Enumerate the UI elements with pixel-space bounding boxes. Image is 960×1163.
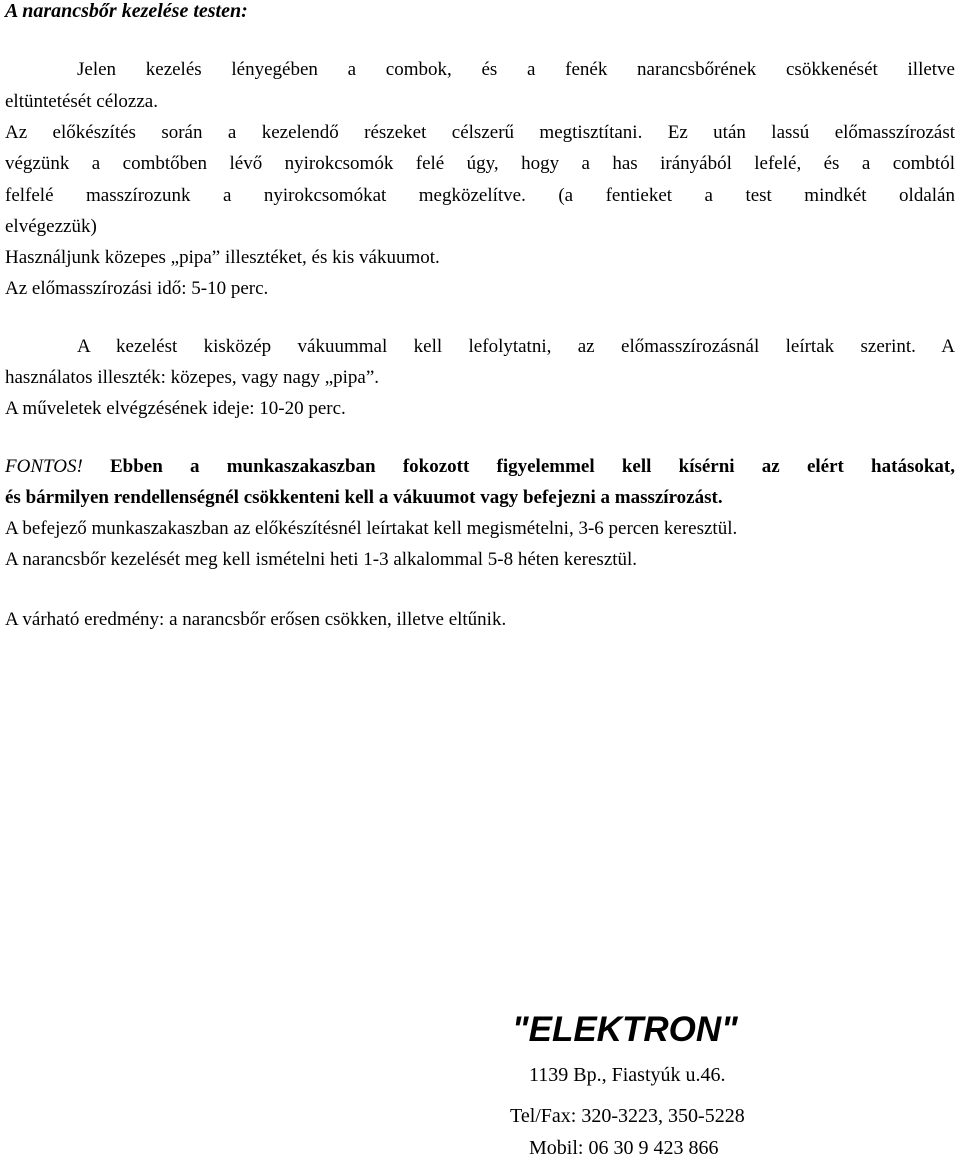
para1-line5: felfelé masszírozunk a nyirokcsomókat megközelítve. (a fentieket a test mindkét oldalán xyxy=(5,185,955,206)
para1-line3: Az előkészítés során a kezelendő részeket célszerű megtisztítani. Ez után lassú előmasszírozást xyxy=(5,122,955,143)
para1-line1: Jelen kezelés lényegében a combok, és a fenék narancsbőrének csökkenését illetve xyxy=(77,59,955,80)
company-telfax: Tel/Fax: 320-3223, 350-5228 xyxy=(510,1105,745,1127)
para1-line8: Az előmasszírozási idő: 5-10 perc. xyxy=(5,278,269,299)
company-address: 1139 Bp., Fiastyúk u.46. xyxy=(529,1064,726,1086)
para3-line3: A befejező munkaszakaszban az előkészítésnél leírtakat kell megismételni, 3-6 percen keresztül. xyxy=(5,518,738,539)
expected-result: A várható eredmény: a narancsbőr erősen csökken, illetve eltűnik. xyxy=(5,609,507,630)
warning-text-2: és bármilyen rendellenségnél csökkenteni kell a vákuumot vagy befejezni a masszírozást. xyxy=(5,487,723,508)
para2-line1: A kezelést kisközép vákuummal kell lefolytatni, az előmasszírozásnál leírtak szerint. A xyxy=(77,336,955,357)
para3-line4: A narancsbőr kezelését meg kell ismételni heti 1-3 alkalommal 5-8 héten keresztül. xyxy=(5,549,638,570)
company-mobile: Mobil: 06 30 9 423 866 xyxy=(529,1137,719,1159)
company-name: "ELEKTRON" xyxy=(512,1010,738,1049)
page-title: A narancsbőr kezelése testen: xyxy=(5,0,248,22)
fontos-label: FONTOS! xyxy=(5,456,83,477)
para2-line3: A műveletek elvégzésének ideje: 10-20 perc. xyxy=(5,398,346,419)
para1-line6: elvégezzük) xyxy=(5,216,97,237)
para1-line7: Használjunk közepes „pipa” illesztéket, és kis vákuumot. xyxy=(5,247,440,268)
para2-line2: használatos illeszték: közepes, vagy nagy „pipa”. xyxy=(5,367,380,388)
warning-text-1: Ebben a munkaszakaszban fokozott figyelemmel kell kísérni az elért hatásokat, xyxy=(82,456,955,477)
para1-line2: eltüntetését célozza. xyxy=(5,91,158,112)
para3-line1 xyxy=(5,451,955,482)
para1-line4: végzünk a combtőben lévő nyirokcsomók felé úgy, hogy a has irányából lefelé, és a combtól xyxy=(5,153,955,174)
